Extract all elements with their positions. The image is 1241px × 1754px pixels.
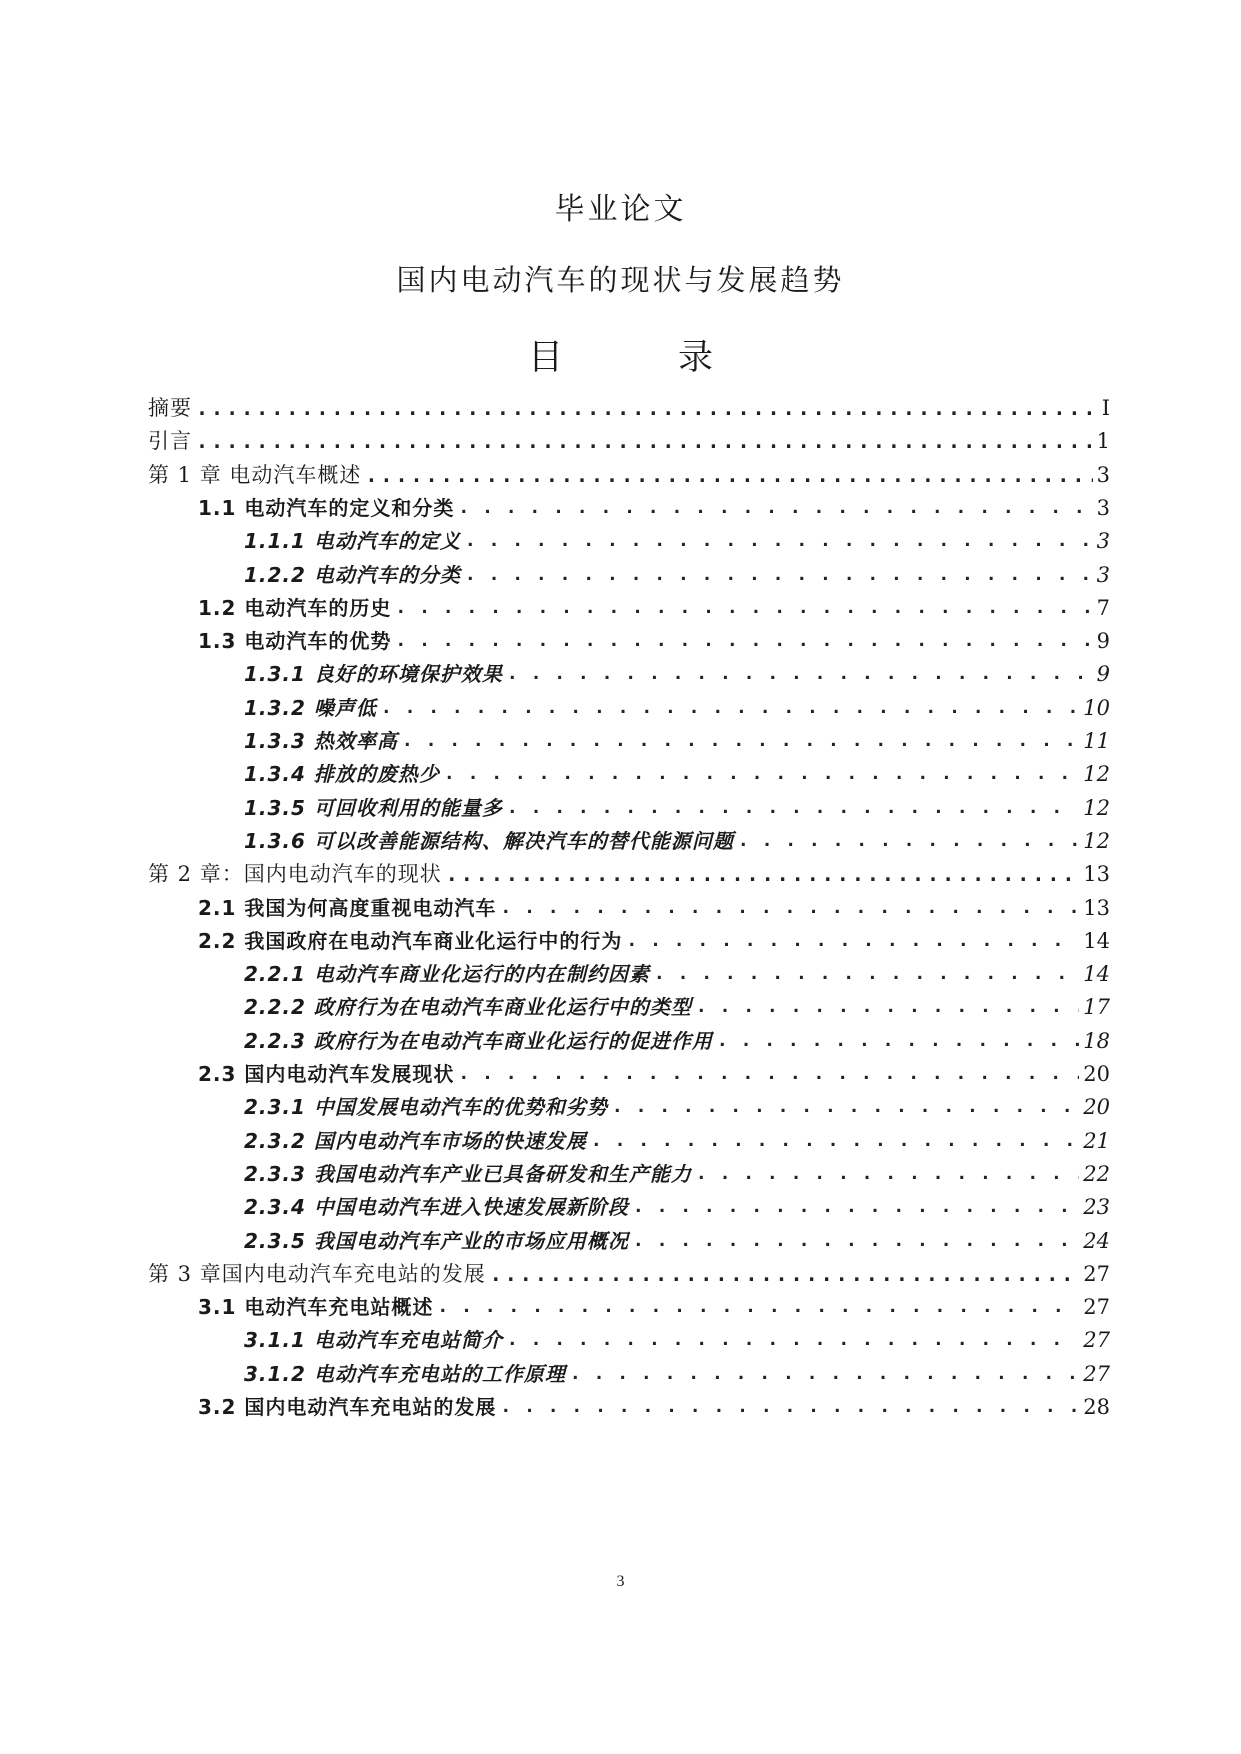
toc-entry-title: 1.2.2 电动汽车的分类 xyxy=(244,562,461,587)
toc-entry[interactable] xyxy=(148,487,1110,521)
toc-entry[interactable] xyxy=(148,554,1110,588)
toc-entry-title: 2.3.5 我国电动汽车产业的市场应用概况 xyxy=(244,1228,629,1253)
toc-entry-page: 7 xyxy=(1096,595,1110,620)
toc-entry-title: 1.3.6 可以改善能源结构、解决汽车的替代能源问题 xyxy=(244,828,734,853)
toc-dot-leader xyxy=(365,462,1092,488)
toc-entry[interactable] xyxy=(148,753,1110,787)
toc-entry-title: 2.3.1 中国发展电动汽车的优势和劣势 xyxy=(244,1095,608,1120)
toc-heading: 目 录 xyxy=(527,338,753,378)
toc-dot-leader xyxy=(500,1394,1079,1420)
toc-entry-title: 1.1.1 电动汽车的定义 xyxy=(244,529,461,554)
toc-entry[interactable] xyxy=(148,920,1110,954)
toc-entry-title: 第 2 章：国内电动汽车的现状 xyxy=(148,862,442,887)
toc-dot-leader xyxy=(465,562,1093,588)
toc-dot-leader xyxy=(591,1128,1079,1154)
toc-dot-leader xyxy=(612,1094,1079,1120)
toc-entry[interactable] xyxy=(148,454,1110,488)
toc-entry[interactable] xyxy=(148,687,1110,721)
toc-entry-page: 3 xyxy=(1096,495,1110,520)
toc-entry-title: 2.1 我国为何高度重视电动汽车 xyxy=(198,895,497,920)
toc-entry-title: 1.3.3 热效率高 xyxy=(244,729,398,753)
toc-entry-page: 20 xyxy=(1083,1095,1110,1120)
toc-dot-leader xyxy=(633,1228,1079,1254)
toc-entry-title: 2.2.2 政府行为在电动汽车商业化运行中的类型 xyxy=(244,995,692,1020)
toc-entry[interactable] xyxy=(148,653,1110,687)
toc-entry[interactable] xyxy=(148,387,1110,421)
toc-entry[interactable] xyxy=(148,1120,1110,1154)
toc-entry[interactable] xyxy=(148,1153,1110,1187)
toc-entry-title: 1.3.2 噪声低 xyxy=(244,695,377,720)
toc-entry-title: 第 3 章国内电动汽车充电站的发展 xyxy=(148,1261,486,1286)
toc-entry-page: 24 xyxy=(1083,1228,1110,1253)
toc-dot-leader xyxy=(196,428,1093,454)
toc-entry[interactable] xyxy=(148,1286,1110,1320)
toc-dot-leader xyxy=(626,928,1079,954)
toc-dot-leader xyxy=(507,1327,1079,1353)
toc-entry-page: 12 xyxy=(1083,795,1110,820)
toc-entry-title: 2.2.3 政府行为在电动汽车商业化运行的促进作用 xyxy=(244,1028,713,1053)
toc-entry-page: 12 xyxy=(1083,762,1110,787)
toc-entry[interactable] xyxy=(148,520,1110,554)
toc-entry-page: 1 xyxy=(1096,429,1110,454)
toc-entry[interactable] xyxy=(148,853,1110,887)
toc-dot-leader xyxy=(654,961,1079,987)
document-title: 毕业论文 xyxy=(554,192,687,227)
toc-entry-page: 13 xyxy=(1083,895,1110,920)
toc-dot-leader xyxy=(696,1161,1079,1187)
toc-entry[interactable] xyxy=(148,420,1110,454)
toc-entry[interactable] xyxy=(148,986,1110,1020)
toc-entry[interactable] xyxy=(148,820,1110,854)
toc-entry[interactable] xyxy=(148,1220,1110,1254)
toc-entry[interactable] xyxy=(148,720,1110,754)
toc-entry-title: 3.1.2 电动汽车充电站的工作原理 xyxy=(244,1361,566,1386)
toc-entry-page: 9 xyxy=(1096,629,1110,654)
toc-entry-title: 2.3.3 我国电动汽车产业已具备研发和生产能力 xyxy=(244,1161,692,1186)
toc-entry-page: 27 xyxy=(1083,1328,1110,1353)
toc-entry-page: 27 xyxy=(1083,1295,1110,1320)
toc-entry-page: 27 xyxy=(1083,1361,1110,1386)
toc-entry-title: 2.2 我国政府在电动汽车商业化运行中的行为 xyxy=(198,928,623,953)
toc-entry-title: 1.3.1 良好的环境保护效果 xyxy=(244,662,503,687)
toc-entry-title: 1.3 电动汽车的优势 xyxy=(198,629,392,654)
toc-entry-page: 28 xyxy=(1083,1395,1110,1419)
toc-entry-title: 第 1 章 电动汽车概述 xyxy=(148,462,362,487)
toc-dot-leader xyxy=(381,695,1079,721)
toc-entry-page: 12 xyxy=(1083,828,1110,853)
toc-entry-title: 1.3.4 排放的废热少 xyxy=(244,762,440,787)
toc-entry[interactable] xyxy=(148,1386,1110,1420)
toc-entry[interactable] xyxy=(148,1319,1110,1353)
toc-entry-title: 2.2.1 电动汽车商业化运行的内在制约因素 xyxy=(244,962,650,987)
toc-dot-leader xyxy=(570,1361,1079,1387)
toc-entry[interactable] xyxy=(148,1086,1110,1120)
toc-entry[interactable] xyxy=(148,953,1110,987)
toc-entry[interactable] xyxy=(148,1186,1110,1220)
toc-entry[interactable] xyxy=(148,887,1110,921)
toc-entry-title: 2.3.2 国内电动汽车市场的快速发展 xyxy=(244,1128,587,1153)
toc-entry-page: 11 xyxy=(1083,729,1110,753)
toc-entry[interactable] xyxy=(148,1253,1110,1287)
toc-entry-page: 17 xyxy=(1083,995,1110,1020)
toc-entry-page: 3 xyxy=(1096,529,1110,554)
toc-dot-leader xyxy=(196,395,1098,421)
toc-entry-page: 18 xyxy=(1083,1028,1110,1053)
thesis-subtitle: 国内电动汽车的现状与发展趋势 xyxy=(396,263,845,297)
toc-entry-page: 23 xyxy=(1083,1195,1110,1220)
toc-dot-leader xyxy=(717,1028,1079,1054)
toc-entry-title: 1.1 电动汽车的定义和分类 xyxy=(198,495,455,520)
toc-entry-title: 2.3 国内电动汽车发展现状 xyxy=(198,1062,455,1086)
toc-entry-page: 27 xyxy=(1083,1261,1110,1286)
toc-entry-page: 3 xyxy=(1096,462,1110,487)
toc-dot-leader xyxy=(633,1194,1079,1220)
toc-entry-title: 1.3.5 可回收利用的能量多 xyxy=(244,795,503,820)
toc-entry-title: 3.1.1 电动汽车充电站简介 xyxy=(244,1328,503,1353)
toc-entry-page: 14 xyxy=(1083,928,1110,953)
toc-entry-page: 22 xyxy=(1083,1161,1110,1186)
toc-entry-title: 2.3.4 中国电动汽车进入快速发展新阶段 xyxy=(244,1195,629,1220)
toc-entry-page: 14 xyxy=(1083,962,1110,987)
toc-entry[interactable] xyxy=(148,1053,1110,1087)
toc-dot-leader xyxy=(696,994,1079,1020)
toc-entry[interactable] xyxy=(148,620,1110,654)
toc-dot-leader xyxy=(458,495,1092,521)
toc-dot-leader xyxy=(402,728,1079,754)
toc-dot-leader xyxy=(465,528,1093,554)
toc-dot-leader xyxy=(446,861,1080,887)
toc-entry-page: 3 xyxy=(1096,562,1110,587)
toc-dot-leader xyxy=(507,795,1079,821)
toc-entry[interactable] xyxy=(148,587,1110,621)
page-number: 3 xyxy=(616,1573,625,1590)
toc-entry[interactable] xyxy=(148,787,1110,821)
toc-dot-leader xyxy=(395,595,1092,621)
toc-dot-leader xyxy=(444,761,1079,787)
toc-dot-leader xyxy=(507,661,1093,687)
toc-entry-title: 3.1 电动汽车充电站概述 xyxy=(198,1295,434,1320)
toc-entry-page: 20 xyxy=(1083,1062,1110,1086)
toc-dot-leader xyxy=(395,628,1092,654)
toc-dot-leader xyxy=(738,828,1079,854)
toc-entry-title: 3.2 国内电动汽车充电站的发展 xyxy=(198,1395,497,1419)
toc-entry-title: 引言 xyxy=(148,429,192,454)
toc-entry-title: 摘要 xyxy=(148,396,192,420)
toc-dot-leader xyxy=(500,895,1079,921)
toc-entry-page: 9 xyxy=(1096,662,1110,687)
toc-entry-page: 21 xyxy=(1083,1128,1110,1153)
toc-entry-page: 13 xyxy=(1083,862,1110,887)
toc-entry-page: I xyxy=(1101,396,1110,420)
toc-dot-leader xyxy=(437,1294,1079,1320)
toc-dot-leader xyxy=(458,1061,1079,1087)
toc-entry-title: 1.2 电动汽车的历史 xyxy=(198,595,392,620)
toc-dot-leader xyxy=(490,1261,1080,1287)
toc-entry[interactable] xyxy=(148,1353,1110,1387)
toc-entry-page: 10 xyxy=(1083,695,1110,720)
toc-entry[interactable] xyxy=(148,1020,1110,1054)
